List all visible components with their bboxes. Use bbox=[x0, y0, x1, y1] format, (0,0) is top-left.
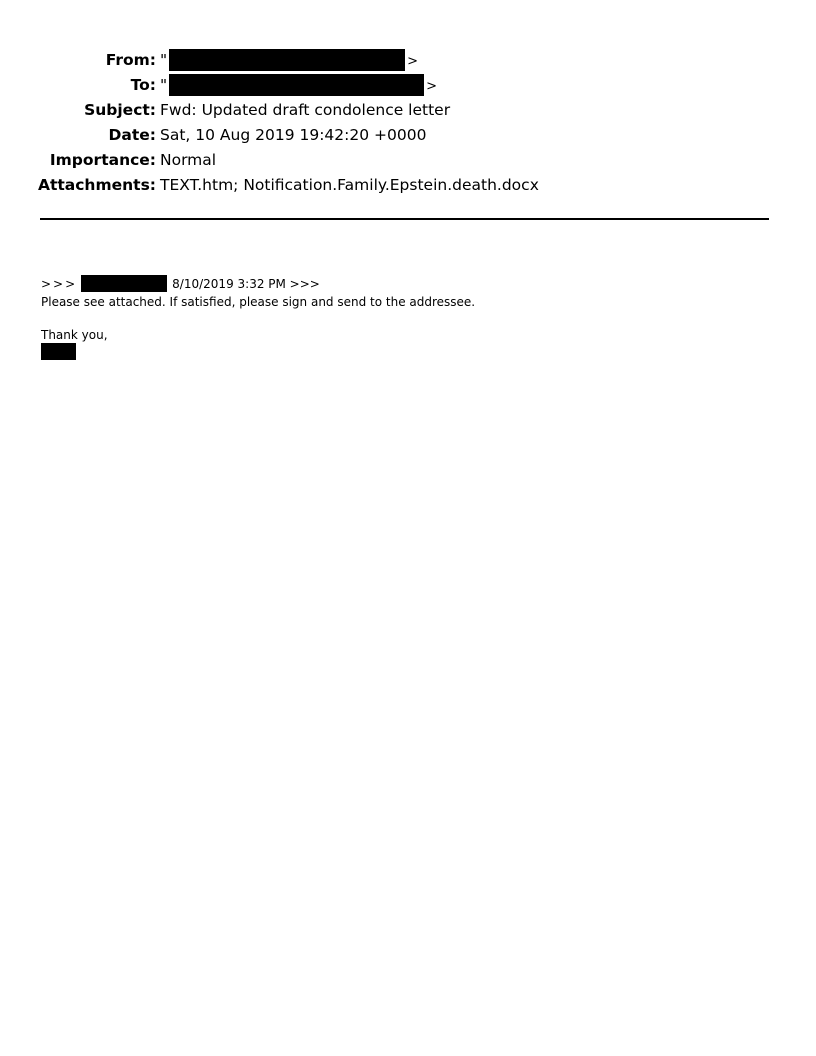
to-row bbox=[0, 73, 816, 98]
date-value: Sat, 10 Aug 2019 19:42:20 +0000 bbox=[160, 126, 427, 144]
date-row bbox=[0, 123, 816, 148]
date-label: Date: bbox=[108, 126, 156, 144]
to-value bbox=[160, 73, 437, 99]
closing-text: Thank you, bbox=[41, 328, 108, 342]
from-value bbox=[160, 48, 418, 74]
subject-value: Fwd: Updated draft condolence letter bbox=[160, 101, 451, 119]
from-label: From: bbox=[105, 51, 156, 69]
from-quote: " bbox=[160, 51, 168, 69]
message-text: Please see attached. If satisfied, please sign and send to the addressee. bbox=[41, 295, 476, 309]
subject-row bbox=[0, 98, 816, 123]
attachments-row bbox=[0, 173, 816, 198]
header-divider bbox=[40, 218, 769, 220]
subject-label: Subject: bbox=[84, 101, 156, 119]
signature-redaction bbox=[41, 343, 76, 360]
to-redaction bbox=[169, 74, 424, 96]
from-redaction bbox=[169, 49, 405, 71]
attachments-label: Attachments: bbox=[37, 176, 156, 194]
from-row bbox=[0, 48, 816, 73]
importance-value: Normal bbox=[160, 151, 217, 169]
to-suffix: > bbox=[426, 79, 438, 94]
attachments-value: TEXT.htm; Notification.Family.Epstein.death.docx bbox=[160, 176, 539, 194]
from-suffix: > bbox=[407, 54, 419, 69]
to-quote: " bbox=[160, 76, 168, 94]
email-header bbox=[0, 48, 816, 198]
forward-header-line bbox=[41, 276, 320, 292]
to-label: To: bbox=[130, 76, 156, 94]
importance-label: Importance: bbox=[49, 151, 156, 169]
sender-redaction bbox=[81, 275, 167, 292]
forward-marker: >>> bbox=[41, 277, 78, 291]
importance-row bbox=[0, 148, 816, 173]
forward-datetime: 8/10/2019 3:32 PM >>> bbox=[172, 277, 320, 291]
